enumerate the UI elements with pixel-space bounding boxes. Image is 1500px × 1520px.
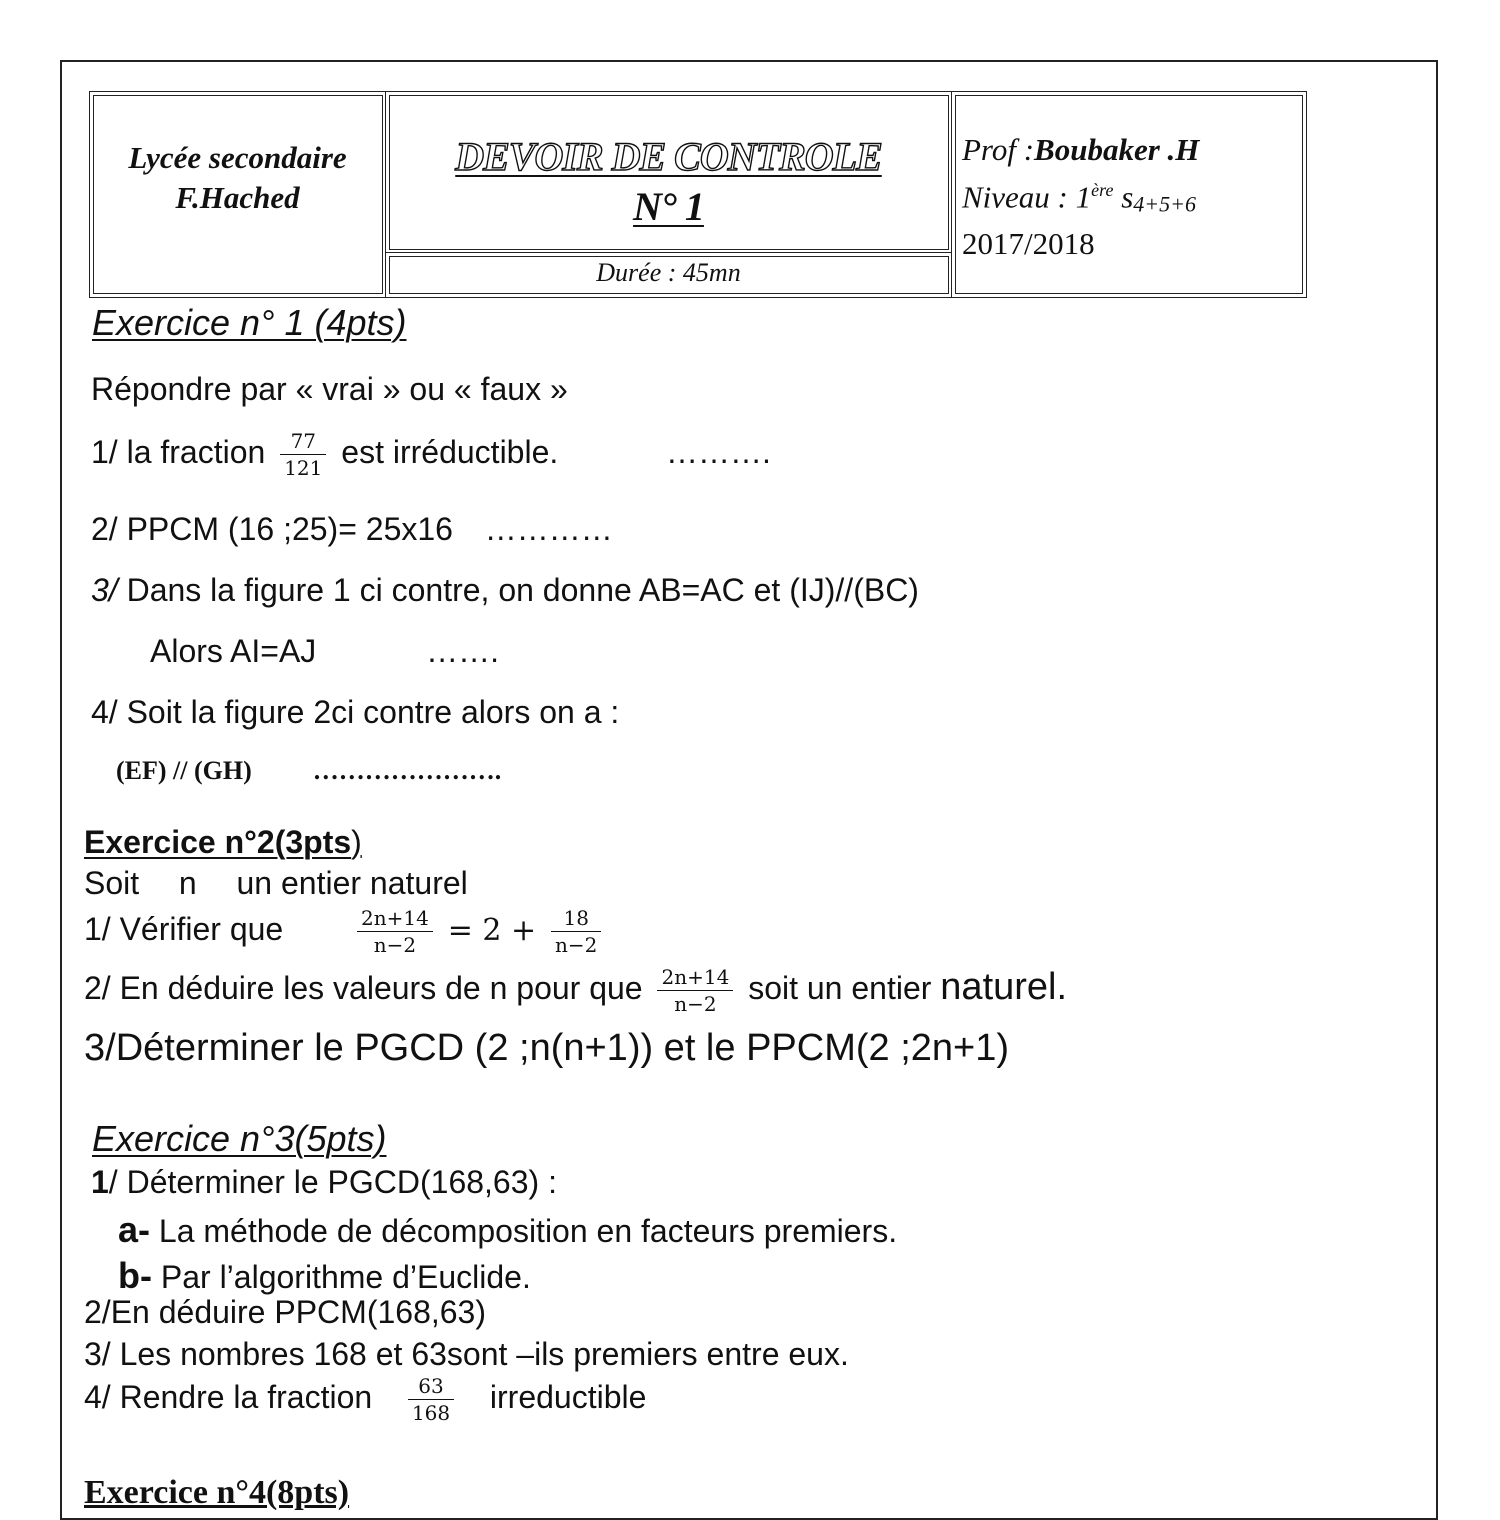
exam-title-line-1: DEVOIR DE CONTROLE xyxy=(455,134,882,179)
niveau-class: s xyxy=(1121,179,1134,215)
ex3-q4 xyxy=(84,1373,646,1426)
ex1-q3-number: 3/ xyxy=(91,572,118,608)
ex1-q3-answer-dots: ……. xyxy=(426,633,499,669)
ex2-q2-den: n−2 xyxy=(674,992,717,1016)
title-cell xyxy=(386,92,952,253)
ex1-q3-text: Dans la figure 1 ci contre, on donne AB=AC et (IJ)//(BC) xyxy=(126,572,919,608)
school-name xyxy=(90,138,385,218)
ex1-q3-conclusion: Alors AI=AJ xyxy=(150,633,317,669)
ex3-q4-suffix: irreductible xyxy=(489,1378,647,1415)
ex1-q2-text: 2/ PPCM (16 ;25)= 25x16 xyxy=(91,511,453,547)
ex1-instruction: Répondre par « vrai » ou « faux » xyxy=(91,371,568,407)
ex3-q4-prefix: 4/ Rendre la fraction xyxy=(84,1378,373,1415)
ex2-q2-suffix: soit un entier xyxy=(748,969,932,1006)
ex2-f1-num: 2n+14 xyxy=(357,905,433,932)
ex3-qa-label: a- xyxy=(118,1209,151,1250)
school-line-1: Lycée secondaire xyxy=(128,140,347,175)
ex1-q4-stmt: (EF) // (GH) xyxy=(116,756,252,785)
prof-line xyxy=(962,130,1199,170)
exam-title xyxy=(386,132,951,232)
ex3-q1 xyxy=(91,1164,557,1201)
ex2-soit: Soit xyxy=(84,865,140,901)
prof-info xyxy=(962,130,1199,264)
ex3-qb xyxy=(118,1255,531,1297)
ex2-q1-text: 1/ Vérifier que xyxy=(84,910,284,947)
ex2-heading xyxy=(84,824,362,861)
ex2-q2-prefix: 2/ En déduire les valeurs de n pour que xyxy=(84,969,643,1006)
school-cell xyxy=(90,92,386,297)
ex1-q1-answer-dots: ………. xyxy=(666,433,771,470)
ex3-heading: Exercice n°3(5pts) xyxy=(92,1118,387,1159)
ex2-q3: 3/Déterminer le PGCD (2 ;n(n+1)) et le PPCM(2 ;2n+1) xyxy=(84,1027,1010,1069)
ex2-q2-num: 2n+14 xyxy=(657,964,733,991)
ex3-q3: 3/ Les nombres 168 et 63sont –ils premiers entre eux. xyxy=(84,1336,849,1372)
ex1-q1-fraction xyxy=(280,428,326,481)
ex2-q1-equals: = 2 + xyxy=(447,912,537,948)
prof-name: Boubaker .H xyxy=(1034,132,1200,167)
ex1-heading: Exercice n° 1 (4pts) xyxy=(92,302,407,343)
school-line-2: F.Hached xyxy=(175,180,300,215)
ex1-q1 xyxy=(91,428,771,481)
ex2-variable-n: n xyxy=(178,865,197,901)
ex2-heading-text: Exercice n°2(3pts xyxy=(84,824,352,860)
ex1-q4: 4/ Soit la figure 2ci contre alors on a : xyxy=(91,694,620,730)
ex1-q1-suffix: est irréductible. xyxy=(341,433,559,470)
ex3-q1-text: / Déterminer le PGCD(168,63) : xyxy=(108,1164,557,1200)
exam-duration: Durée : 45mn xyxy=(596,258,741,287)
ex2-q2-fraction xyxy=(657,964,733,1017)
ex1-q3 xyxy=(91,572,919,609)
school-year: 2017/2018 xyxy=(962,226,1095,262)
ex1-q4-statement xyxy=(116,756,501,786)
ex3-q4-num: 63 xyxy=(408,1373,454,1400)
ex2-q1 xyxy=(84,905,607,958)
ex3-qb-label: b- xyxy=(118,1255,152,1296)
niveau-sub: 4+5+6 xyxy=(1133,191,1196,217)
ex2-heading-paren: ) xyxy=(351,824,362,860)
ex3-qa-text: La méthode de décomposition en facteurs premiers. xyxy=(158,1213,898,1249)
ex2-q1-fraction-right xyxy=(551,905,601,958)
ex3-qb-text: Par l’algorithme d’Euclide. xyxy=(160,1259,531,1295)
niveau-label: Niveau : 1 xyxy=(962,179,1092,215)
ex2-line1 xyxy=(84,865,468,902)
ex2-q1-fraction-left xyxy=(357,905,433,958)
ex4-heading: Exercice n°4(8pts) xyxy=(84,1474,350,1511)
duration-cell xyxy=(386,253,952,297)
prof-cell xyxy=(952,92,1306,297)
ex1-q2 xyxy=(91,511,613,548)
ex2-q2 xyxy=(84,964,1067,1017)
ex1-q3-line2 xyxy=(150,633,499,670)
ex1-q1-num: 77 xyxy=(280,428,326,455)
ex2-f2-num: 18 xyxy=(551,905,601,932)
ex1-q1-prefix: 1/ la fraction xyxy=(91,433,266,470)
ex2-q2-last: naturel. xyxy=(940,965,1068,1008)
prof-label: Prof : xyxy=(962,132,1035,167)
exam-title-line-2: N° 1 xyxy=(633,184,704,229)
ex2-f2-den: n−2 xyxy=(555,933,598,957)
header-table xyxy=(89,91,1307,298)
ex3-q4-den: 168 xyxy=(411,1401,451,1425)
niveau-line xyxy=(962,170,1199,224)
ex3-qa xyxy=(118,1209,897,1251)
ex2-f1-den: n−2 xyxy=(373,933,417,957)
niveau-sup: ère xyxy=(1091,180,1114,200)
ex1-q1-den: 121 xyxy=(284,456,323,480)
ex3-q2: 2/En déduire PPCM(168,63) xyxy=(84,1294,486,1330)
ex1-q4-answer-dots: …………………. xyxy=(312,756,502,785)
ex3-q4-fraction xyxy=(408,1373,454,1426)
ex3-q1-number: 1 xyxy=(91,1164,109,1200)
ex2-entier-naturel: un entier naturel xyxy=(236,865,468,901)
ex1-q2-answer-dots: ………… xyxy=(484,511,613,547)
